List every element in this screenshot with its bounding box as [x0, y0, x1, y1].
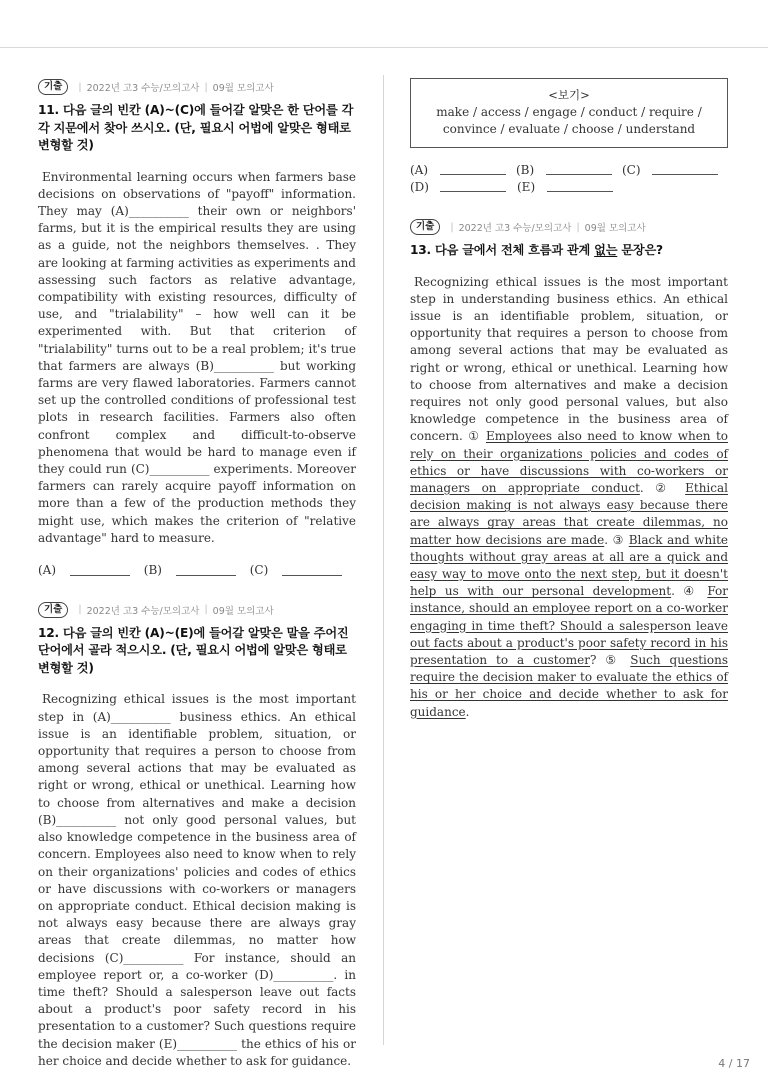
q12-source-exam: 2022년 고3 수능/모의고사 — [86, 605, 200, 617]
left-column — [38, 78, 356, 1070]
q12-source-month: 09월 모의고사 — [212, 605, 274, 617]
q13-sentence-2: Ethical decision making is not always easy because there are always gray areas that create dilemmas, no matter how decisions are made — [410, 480, 728, 547]
q11-source-month: 09월 모의고사 — [212, 83, 274, 94]
q12-blank-c — [652, 162, 718, 175]
q12-word-box — [410, 78, 728, 148]
right-column — [410, 78, 728, 721]
q13-marker-4: ④ — [683, 584, 699, 599]
q13-sentence-1: Employees also need to know when to rely on their organizations policies and codes of ethics or have discussions with co-workers or managers on appropriate conduct — [410, 429, 728, 495]
q12-source-row: 기출 | 2022년 고3 수능/모의고사 | 09월 모의고사 — [38, 601, 356, 619]
q13-sentence-5: Such questions require the decision maker to evaluate the ethics of his or her choice and decide whether to ask for guidance — [410, 652, 728, 719]
q12-blank-a — [440, 162, 506, 175]
q13-title-underlined: 없는 — [594, 243, 618, 257]
q13-marker-3: ③ — [612, 532, 625, 547]
q12-answer-label-e: (E) — [517, 180, 536, 194]
q11-answer-blanks — [38, 563, 356, 577]
q11-answer-label-c: (C) — [249, 562, 269, 577]
q12-blank-d — [440, 179, 506, 192]
word-box-words: make / access / engage / conduct / require / convince / evaluate / choose / understand — [436, 105, 702, 136]
q11-source-row: 기출 | 2022년 고3 수능/모의고사 | 09월 모의고사 — [38, 78, 356, 96]
q11-answer-label-a: (A) — [38, 562, 57, 577]
question-12 — [38, 601, 356, 1070]
question-13 — [410, 218, 728, 721]
q11-blank-b — [176, 563, 236, 576]
q12-blank-e — [547, 179, 613, 192]
header-divider — [0, 47, 768, 48]
page-number: 4 / 17 — [718, 1057, 750, 1070]
q13-passage: Recognizing ethical issues is the most important step in understanding business ethics. An ethical issue is an identifiable problem, situation, or opportunity that requires a person to choose from among several actions that may be evaluated as right or wrong, ethical or unethical. Learning how to choose from alternatives and make a decision requires not only good personal values, but also knowledge competence in the business area of concern. ① Employees also need to know when to rely on their organizations policies and codes of ethics or have discussions with co-workers or managers on appropriate conduct. ② Ethical decision making is not always easy because there are always gray areas that create dilemmas, no matter how decisions are made. ③ Black and white thoughts without gray areas at all are a quick and easy way to move onto the next step, but it doesn't help us with our personal development. ④ For instance, should an employee report on a co-worker engaging in time theft? Should a salesperson leave out facts about a product's poor safety record in his presentation to a customer? ⑤ Such questions require the decision maker to evaluate the ethics of his or her choice and decide whether to ask for guidance. — [410, 274, 728, 719]
q12-answer-label-a: (A) — [410, 163, 429, 177]
q12-answer-label-b: (B) — [516, 163, 535, 177]
q13-marker-5: ⑤ — [605, 652, 622, 667]
q12-answer-blanks — [410, 162, 728, 196]
q13-marker-2: ② — [655, 480, 674, 495]
q12-passage: Recognizing ethical issues is the most important step in (A)__________ business ethics. An ethical issue is an identifiable problem, situation, or opportunity that requires a person to choose from among several actions that may be evaluated as right or wrong, ethical or unethical. Learning how to choose from alternatives and make a decision (B)__________ not only good personal values, but also knowledge competence in the business area of concern. Employees also need to know when to rely on their organizations' policies and codes of ethics or have discussions with co-workers or managers on appropriate conduct. Ethical decision making is not always easy because there are always gray areas that create dilemmas, no matter how decisions (C)__________ For instance, should an employee report or, a co-worker (D)__________. in time theft? Should a salesperson leave out facts about a product's poor safety record in his presentation to a customer? Such questions require the decision maker (E)__________ the ethics of his or her choice and decide whether to ask for guidance. — [38, 692, 356, 1068]
q12-answer-label-c: (C) — [622, 163, 641, 177]
q13-source-row: 기출 | 2022년 고3 수능/모의고사 | 09월 모의고사 — [410, 218, 728, 236]
q12-title: 12. 다음 글의 빈칸 (A)~(E)에 들어갈 알맞은 말을 주어진 단어에서 골라 적으시오. (단, 필요시 어법에 알맞은 형태로 변형할 것) — [38, 625, 349, 675]
column-divider — [383, 75, 384, 1045]
q13-tag-badge: 기출 — [410, 219, 440, 235]
q11-title: 11. 다음 글의 빈칸 (A)~(C)에 들어갈 알맞은 한 단어를 각각 지문에서 찾아 쓰시오. (단, 필요시 어법에 알맞은 형태로 변형할 것) — [38, 103, 354, 152]
q13-title: 13. 다음 글에서 전체 흐름과 관계 없는 문장은? — [410, 243, 663, 257]
question-11 — [38, 78, 356, 577]
q13-source-exam: 2022년 고3 수능/모의고사 — [458, 223, 572, 234]
word-box-title: <보기> — [548, 88, 590, 102]
q12-tag-badge: 기출 — [38, 602, 68, 618]
q13-source-month: 09월 모의고사 — [584, 223, 646, 234]
q13-marker-1: ① — [468, 429, 481, 444]
q13-intro: Recognizing ethical issues is the most important step in understanding business ethics. An ethical issue is an identifiable problem, situation, or opportunity that requires a person to choose from among several actions that may be evaluated as right or wrong, ethical or unethical. Learning how to choose from alternatives and make a decision requires not only good personal values, but also knowledge competence in the business area of concern. — [410, 274, 728, 444]
q11-source-exam: 2022년 고3 수능/모의고사 — [86, 83, 200, 94]
q13-sentence-3: Black and white thoughts without gray areas at all are a quick and easy way to move onto the next step, but it doesn't help us with our personal development — [410, 532, 728, 599]
q12-blank-b — [546, 162, 612, 175]
q11-blank-c — [282, 563, 342, 576]
q12-answer-label-d: (D) — [410, 180, 429, 194]
q11-tag-badge: 기출 — [38, 79, 68, 95]
q11-passage: Environmental learning occurs when farmers base decisions on observations of "payoff" information. They may (A)__________ their own or neighbors' farms, but it is the empirical results they are using as a guide, not the neighbors themselves. . They are looking at farming activities as experiments and assessing such factors as relative advantage, compatibility with existing resources, difficulty of use, and "trialability" – how well can it be experimented with. But that criterion of "trialability" turns out to be a real problem; it's true that farmers are always (B)__________ but working farms are very flawed laboratories. Farmers cannot set up the controlled conditions of professional test plots in research facilities. Farmers also often confront complex and difficult-to-observe phenomena that would be hard to manage even if they could run (C)__________ experiments. Moreover farmers can rarely acquire payoff information on more than a few of the production methods they might use, which makes the criterion of "relative advantage" hard to measure. — [38, 169, 356, 545]
q11-blank-a — [70, 563, 130, 576]
q11-answer-label-b: (B) — [143, 562, 162, 577]
q13-sentence-4: For instance, should an employee report on a co-worker engaging in time theft? Should a salesperson leave out facts about a product's poor safety record in his presentation to a customer — [410, 584, 728, 667]
